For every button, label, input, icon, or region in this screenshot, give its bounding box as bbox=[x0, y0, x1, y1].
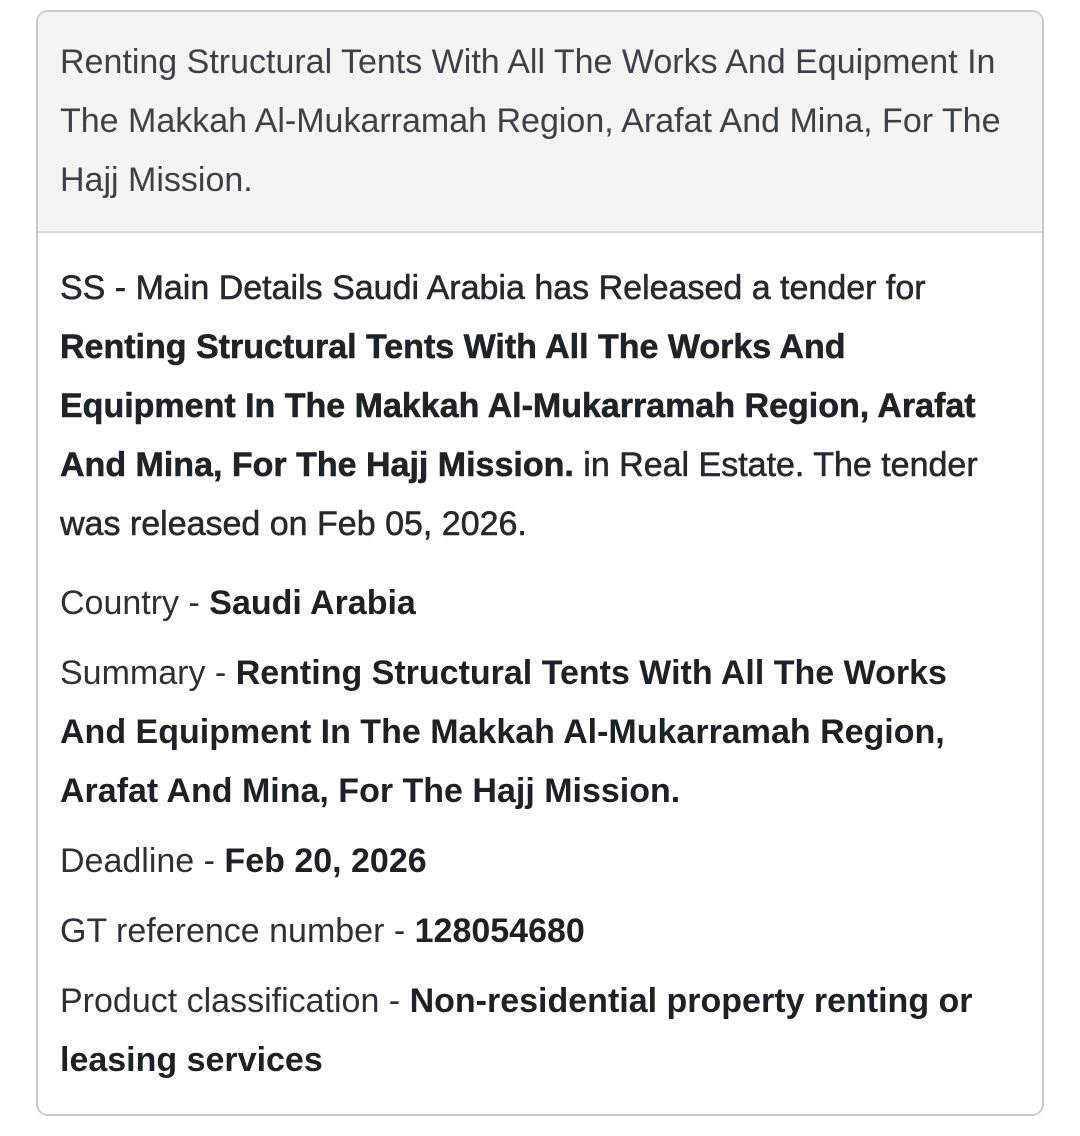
intro-tender-title: Renting Structural Tents With All The Works And Equipment In The Makkah Al-Mukarramah Region, Arafat And Mina, For The Hajj Mission. bbox=[60, 328, 976, 484]
intro-suffix: in Real Estate. The tender was released on Feb 05, 2026. bbox=[60, 446, 978, 543]
field-deadline bbox=[60, 832, 1018, 891]
field-summary-value: Renting Structural Tents With All The Works And Equipment In The Makkah Al-Mukarramah Region, Arafat And Mina, For The Hajj Mission. bbox=[60, 654, 947, 810]
tender-title-header bbox=[38, 12, 1042, 233]
tender-intro-paragraph bbox=[60, 259, 1018, 554]
tender-card bbox=[36, 10, 1044, 1116]
field-product-classification bbox=[60, 972, 1018, 1090]
field-gt-reference-number-value: 128054680 bbox=[414, 912, 585, 950]
field-country-label: Country - bbox=[60, 584, 210, 622]
field-deadline-label: Deadline - bbox=[60, 842, 225, 880]
tender-details-body bbox=[38, 233, 1042, 1114]
intro-prefix: SS - Main Details Saudi Arabia has Released a tender for bbox=[60, 269, 926, 307]
field-deadline-value: Feb 20, 2026 bbox=[224, 842, 427, 880]
field-country bbox=[60, 574, 1018, 633]
field-summary bbox=[60, 644, 1018, 821]
field-country-value: Saudi Arabia bbox=[209, 584, 416, 622]
field-product-classification-value: Non-residential property renting or leasing services bbox=[60, 982, 973, 1079]
tender-title: Renting Structural Tents With All The Works And Equipment In The Makkah Al-Mukarramah Region, Arafat And Mina, For The Hajj Mission. bbox=[60, 43, 1001, 199]
field-gt-reference-number-label: GT reference number - bbox=[60, 912, 415, 950]
field-gt-reference-number bbox=[60, 902, 1018, 961]
field-summary-label: Summary - bbox=[60, 654, 236, 692]
field-product-classification-label: Product classification - bbox=[60, 982, 410, 1020]
